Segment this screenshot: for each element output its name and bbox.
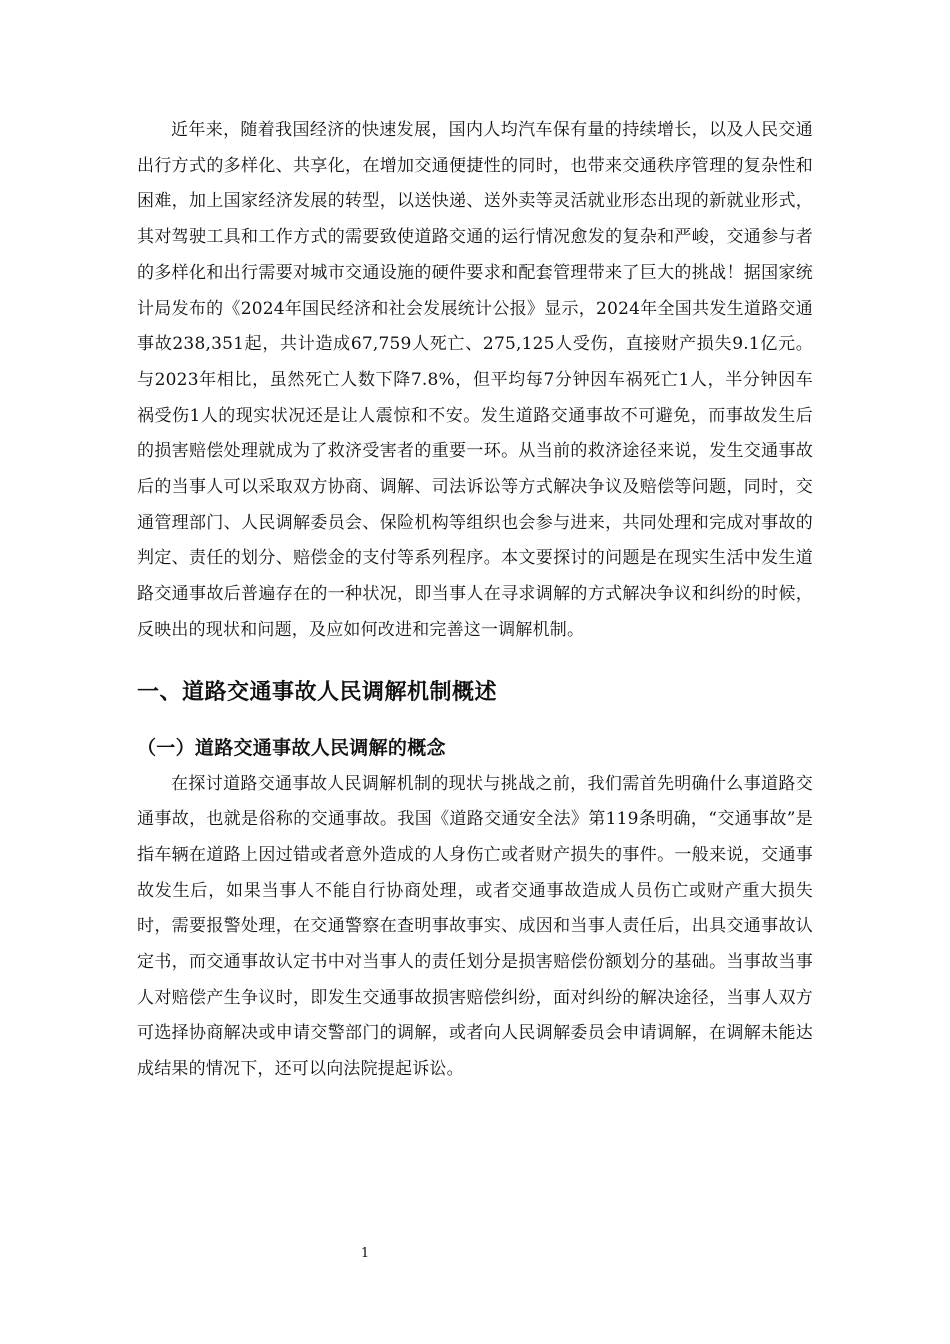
intro-paragraph: 近年来，随着我国经济的快速发展，国内人均汽车保有量的持续增长，以及人民交通出行方式的多样化、共享化，在增加交通便捷性的同时，也带来交通秩序管理的复杂性和困难，加上国家经济发展的转型，以送快递、送外卖等灵活就业形态出现的新就业形式，其对驾驶工具和工作方式的需要致使道路交通的运行情况愈发的复杂和严峻，交通参与者的多样化和出行需要对城市交通设施的硬件要求和配套管理带来了巨大的挑战！据国家统计局发布的《2024年国民经济和社会发展统计公报》显示，2024年全国共发生道路交通事故238,351起，共计造成67,759人死亡、275,125人受伤，直接财产损失9.1亿元。与2023年相比，虽然死亡人数下降7.8%，但平均每7分钟因车祸死亡1人，半分钟因车祸受伤1人的现实状况还是让人震惊和不安。发生道路交通事故不可避免，而事故发生后的损害赔偿处理就成为了救济受害者的重要一环。从当前的救济途径来说，发生交通事故后的当事人可以采取双方协商、调解、司法诉讼等方式解决争议及赔偿等问题，同时，交通管理部门、人民调解委员会、保险机构等组织也会参与进来，共同处理和完成对事故的判定、责任的划分、赔偿金的支付等系列程序。本文要探讨的问题是在现实生活中发生道路交通事故后普遍存在的一种状况，即当事人在寻求调解的方式解决争议和纠纷的时候，反映出的现状和问题，及应如何改进和完善这一调解机制。 bbox=[137, 120, 813, 640]
subsection-paragraph: 在探讨道路交通事故人民调解机制的现状与挑战之前，我们需首先明确什么事道路交通事故，也就是俗称的交通事故。我国《道路交通安全法》第119条明确，“交通事故”是指车辆在道路上因过错或者意外造成的人身伤亡或者财产损失的事件。一般来说，交通事故发生后，如果当事人不能自行协商处理，或者交通事故造成人员伤亡或财产重大损失时，需要报警处理，在交通警察在查明事故事实、成因和当事人责任后，出具交通事故认定书，而交通事故认定书中对当事人的责任划分是损害赔偿份额划分的基础。当事故当事人对赔偿产生争议时，即发生交通事故损害赔偿纠纷，面对纠纷的解决途径，当事人双方可选择协商解决或申请交警部门的调解，或者向人民调解委员会申请调解，在调解未能达成结果的情况下，还可以向法院提起诉讼。 bbox=[137, 773, 813, 1080]
page-number: 1 bbox=[360, 1246, 370, 1261]
section-heading: 一、道路交通事故人民调解机制概述 bbox=[137, 679, 498, 705]
subsection-heading: （一）道路交通事故人民调解的概念 bbox=[137, 736, 446, 759]
page-content bbox=[137, 113, 813, 1088]
